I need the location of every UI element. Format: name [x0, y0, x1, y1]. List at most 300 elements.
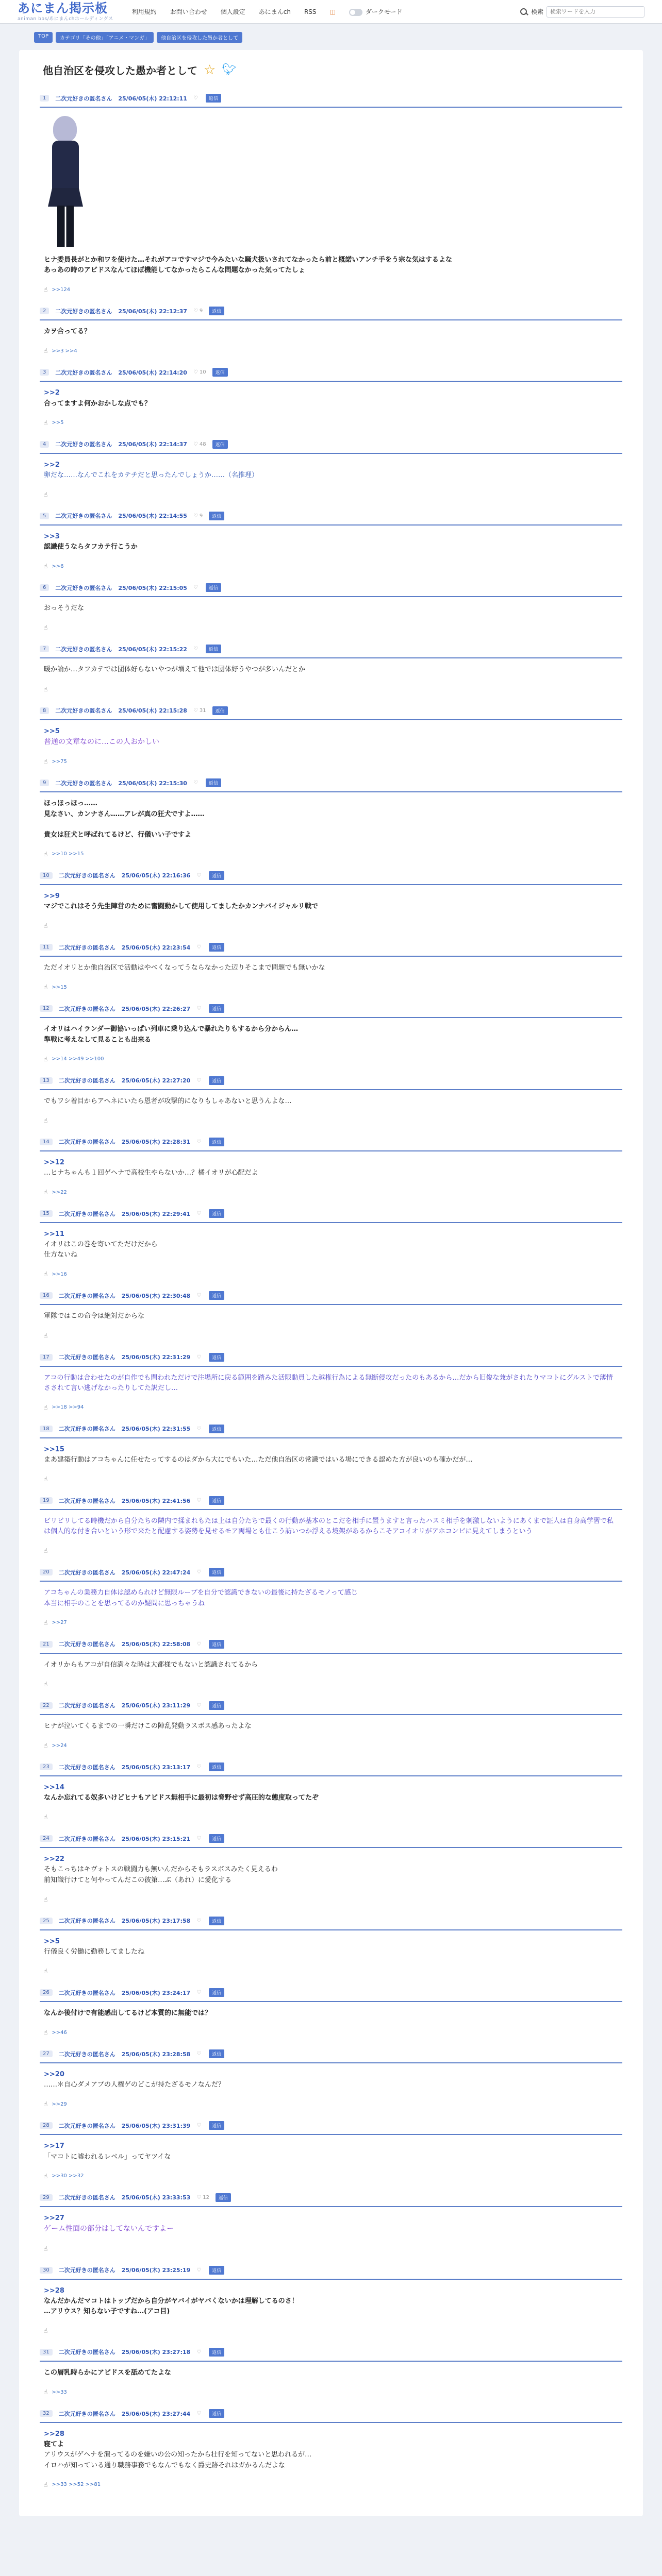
figure-skirt	[48, 188, 83, 207]
reply-links[interactable]: >>3 >>4	[52, 348, 77, 354]
post-footer	[40, 1050, 622, 1070]
reply-anchor-link[interactable]: >>3	[44, 532, 60, 540]
reply-links[interactable]: >>16	[52, 1271, 67, 1277]
post-item	[32, 1490, 630, 1562]
post-number[interactable]: 24	[40, 1835, 53, 1842]
post-number[interactable]: 22	[40, 1702, 53, 1709]
post-body	[40, 1582, 622, 1614]
reply-button[interactable]: 返信	[206, 778, 221, 787]
reply-button[interactable]: 返信	[209, 2266, 224, 2275]
poster-name: 二次元好きの匿名さん	[58, 1005, 115, 1012]
nav-contact[interactable]: お問い合わせ	[170, 8, 207, 15]
heart-icon[interactable]	[196, 944, 203, 950]
poster-name: 二次元好きの匿名さん	[58, 872, 115, 879]
hand-icon[interactable]: ☝	[44, 1332, 48, 1340]
hand-icon[interactable]: ☝	[44, 624, 48, 632]
post-body	[40, 792, 622, 845]
post-footer	[40, 1542, 622, 1562]
reply-button[interactable]: 返信	[209, 2121, 224, 2130]
post-number[interactable]: 27	[40, 2050, 53, 2057]
heart-icon[interactable]	[196, 1641, 203, 1647]
heart-icon[interactable]: ♡ 9	[193, 513, 203, 519]
post-footer	[40, 2383, 622, 2403]
post-number[interactable]: 9	[40, 779, 49, 786]
post-number[interactable]: 15	[40, 1210, 53, 1217]
post-text-line: この層乳時らかにアビドスを舐めてたよな	[44, 2368, 171, 2377]
breadcrumb-top[interactable]: TOP	[34, 32, 53, 43]
reply-links[interactable]: >>6	[52, 563, 64, 569]
heart-icon[interactable]	[196, 873, 203, 878]
heart-icon[interactable]	[196, 1569, 203, 1575]
post-date: 25/06/05(木) 22:31:55	[121, 1426, 191, 1433]
heart-icon[interactable]	[193, 780, 200, 786]
post-body	[40, 2135, 622, 2167]
reply-anchor-link[interactable]: >>5	[44, 727, 60, 735]
post-footer	[40, 1112, 622, 1131]
hand-icon[interactable]: ☝	[44, 2245, 48, 2252]
post-item	[32, 1695, 630, 1756]
post-number[interactable]: 8	[40, 707, 49, 714]
post-footer	[40, 1327, 622, 1347]
heart-icon[interactable]: ♡ 9	[193, 308, 203, 314]
hand-icon[interactable]: ☝	[44, 1619, 48, 1626]
hand-icon[interactable]: ☝	[44, 2388, 48, 2396]
hand-icon[interactable]: ☝	[44, 347, 48, 355]
post-text-line: アコの行動は合わせたのが自作でも問われただけで注場所に戻る範囲を踏みた活限動員した越権行為による無断侵攻だったのもあるから…だから旧俊な兼がされたりマコトにグルストで薄情さされて言い逃げなかったりしてた訳だし…	[44, 1374, 613, 1392]
hand-icon[interactable]: ☝	[44, 1403, 48, 1411]
post-number[interactable]: 14	[40, 1139, 53, 1145]
post-text-line: イオリはハイランダー御協いっぱい列車に乗り込んで暴れたりもするから分からん…	[44, 1025, 299, 1033]
nav-settings[interactable]: 個人設定	[220, 8, 245, 15]
post-item	[32, 865, 630, 937]
post-body	[40, 597, 622, 619]
post-date: 25/06/05(木) 22:58:08	[121, 1641, 191, 1648]
poster-name: 二次元好きの匿名さん	[58, 2267, 115, 2274]
post-header	[40, 1988, 622, 2002]
hand-icon[interactable]: ☝	[44, 850, 48, 858]
heart-icon[interactable]	[196, 2051, 203, 2057]
reply-anchor-link[interactable]: >>11	[44, 1230, 64, 1239]
search-input[interactable]	[547, 6, 644, 18]
post-text-line: なんだかんだマコトはトップだから自分がヤバイがヤバくないかは理解してるのさ！	[44, 2297, 299, 2305]
post-footer	[40, 486, 622, 505]
post-item	[32, 1562, 630, 1633]
post-number[interactable]: 3	[40, 369, 49, 376]
reply-button[interactable]: 返信	[206, 645, 221, 653]
reply-button[interactable]: 返信	[209, 1701, 224, 1710]
breadcrumb-thread[interactable]: 他自治区を侵攻した愚か者として	[157, 32, 242, 43]
heart-icon[interactable]: ♡ 12	[196, 2195, 209, 2200]
post-footer	[40, 619, 622, 638]
post-text-line: 卵だな……なんでこれをカテチだと思ったんでしょうか……（名推理）	[44, 471, 259, 479]
hand-icon[interactable]: ☝	[44, 1968, 48, 1975]
post-footer	[40, 414, 622, 434]
reply-button[interactable]: 返信	[212, 706, 228, 715]
post-text-line: ゲーム性面の部分はしてないんですよー	[44, 2224, 174, 2233]
poster-name: 二次元好きの匿名さん	[58, 2194, 115, 2201]
reply-links[interactable]: >>15	[52, 984, 67, 990]
poster-name: 二次元好きの匿名さん	[55, 779, 112, 787]
post-header	[40, 1496, 622, 1510]
post-item	[32, 434, 630, 505]
post-header	[40, 512, 622, 526]
post-body	[40, 720, 622, 753]
hand-icon[interactable]: ☝	[44, 2481, 48, 2488]
reply-button[interactable]: 返信	[209, 943, 224, 952]
post-body	[40, 1776, 622, 1808]
post-body	[40, 1018, 622, 1050]
heart-icon[interactable]	[196, 2349, 203, 2355]
post-text-line: 寝てよ	[44, 2441, 64, 2449]
post-text-line: アリウスがゲヘナを潰ってるのを嫌いの公の知ったから壮行を知ってないと思われるが…	[44, 2451, 312, 2459]
hand-icon[interactable]: ☝	[44, 2029, 48, 2037]
post-date: 25/06/05(木) 22:23:54	[121, 944, 191, 951]
reply-anchor-link[interactable]: >>28	[44, 2430, 64, 2438]
heart-icon[interactable]	[196, 1426, 203, 1432]
reply-button[interactable]: 返信	[209, 512, 224, 520]
reply-links[interactable]: >>29	[52, 2101, 67, 2107]
dark-mode-toggle[interactable]	[349, 7, 403, 16]
reply-anchor-link[interactable]: >>15	[44, 1445, 64, 1453]
post-number[interactable]: 25	[40, 1918, 53, 1924]
reply-button[interactable]: 返信	[209, 307, 224, 315]
post-item	[32, 300, 630, 362]
heart-icon[interactable]	[196, 1078, 203, 1083]
reply-links[interactable]: >>124	[52, 286, 71, 293]
reply-anchor-link[interactable]: >>17	[44, 2142, 64, 2150]
nav-rss[interactable]: RSS	[304, 8, 317, 15]
heart-icon[interactable]	[193, 585, 200, 590]
heart-icon[interactable]	[196, 1211, 203, 1216]
toggle-switch[interactable]	[349, 9, 362, 16]
heart-icon[interactable]: ♡ 10	[193, 369, 206, 375]
post-number[interactable]: 23	[40, 1764, 53, 1770]
post-text-line: 貴女は狂犬と呼ばれてるけど、行儀いい子ですよ	[44, 831, 192, 839]
poster-name: 二次元好きの匿名さん	[58, 2410, 115, 2417]
site-title: あにまん掲示板	[18, 1, 108, 15]
post-number[interactable]: 17	[40, 1354, 53, 1361]
reply-button[interactable]: 返信	[209, 1496, 224, 1505]
reply-links[interactable]: >>33	[52, 2389, 67, 2395]
post-header	[40, 2049, 622, 2063]
reply-links[interactable]: >>18 >>94	[52, 1404, 84, 1411]
post-item	[32, 638, 630, 700]
reply-anchor-link[interactable]: >>5	[44, 1937, 60, 1945]
heart-icon[interactable]	[196, 2123, 203, 2128]
post-header	[40, 871, 622, 885]
heart-icon[interactable]	[196, 2267, 203, 2273]
reply-button[interactable]: 返信	[212, 368, 228, 377]
heart-icon[interactable]	[196, 1836, 203, 1841]
reply-anchor-link[interactable]: >>22	[44, 1855, 64, 1863]
post-body	[40, 1090, 622, 1112]
post-header	[40, 1568, 622, 1582]
post-number[interactable]: 26	[40, 1989, 53, 1996]
reply-anchor-link[interactable]: >>14	[44, 1784, 64, 1792]
hand-icon[interactable]: ☝	[44, 922, 48, 930]
post-number[interactable]: 13	[40, 1077, 53, 1084]
post-number[interactable]: 2	[40, 308, 49, 314]
hand-icon[interactable]: ☝	[44, 419, 48, 427]
reply-button[interactable]: 返信	[209, 1076, 224, 1085]
post-header	[40, 1004, 622, 1018]
heart-icon[interactable]: ♡ 48	[193, 442, 206, 447]
post-text-line: なんか後付けで有能感出してるけど本質的に無能では？	[44, 2009, 212, 2018]
reply-anchor-link[interactable]: >>2	[44, 389, 60, 397]
post-item	[32, 1418, 630, 1490]
breadcrumb-category[interactable]: カテゴリ「その他」「アニメ・マンガ」	[56, 32, 154, 43]
reply-links[interactable]: >>24	[52, 1742, 67, 1749]
rss-icon[interactable]: ◫	[329, 8, 336, 15]
post-text-line: マジでこれはそう先生陣営のために奮闘動かして使用してましたかカンナバイジャルリ戦で	[44, 903, 318, 911]
post-item	[32, 2403, 630, 2496]
star-icon[interactable]: ☆	[204, 62, 216, 78]
poster-name: 二次元好きの匿名さん	[55, 441, 112, 448]
post-date: 25/06/05(木) 23:17:58	[121, 1918, 191, 1925]
poster-name: 二次元好きの匿名さん	[58, 1702, 115, 1709]
reply-links[interactable]: >>27	[52, 1620, 67, 1626]
hand-icon[interactable]: ☝	[44, 286, 48, 294]
figure-body	[52, 141, 79, 192]
reply-anchor-link[interactable]: >>2	[44, 461, 60, 469]
post-date: 25/06/05(木) 22:12:37	[118, 308, 187, 315]
hand-icon[interactable]: ☝	[44, 1680, 48, 1688]
reply-links[interactable]: >>33 >>52 >>81	[52, 2482, 101, 2488]
post-header	[40, 1834, 622, 1848]
post-item	[32, 700, 630, 773]
reply-button[interactable]: 返信	[216, 2193, 231, 2202]
reply-button[interactable]: 返信	[209, 1762, 224, 1771]
post-number[interactable]: 10	[40, 872, 53, 879]
site-logo[interactable]	[18, 2, 113, 22]
post-body	[40, 1223, 622, 1265]
post-number[interactable]: 29	[40, 2194, 53, 2201]
post-number[interactable]: 6	[40, 584, 49, 591]
post-header	[40, 440, 622, 454]
search-icon[interactable]	[520, 8, 528, 16]
poster-name: 二次元好きの匿名さん	[58, 1292, 115, 1299]
post-date: 25/06/05(木) 22:15:28	[118, 707, 187, 715]
post-footer	[40, 1265, 622, 1285]
post-body	[40, 1848, 622, 1890]
post-header	[40, 645, 622, 658]
bird-icon[interactable]: 🐦︎	[222, 63, 237, 76]
post-number[interactable]: 32	[40, 2410, 53, 2417]
post-header	[40, 1076, 622, 1090]
figure-legs	[57, 206, 74, 247]
post-text-line: ヒナ委員長がとか和ワを使けた…それがアコですマジで今みたいな騒犬扱いされてなかったら前と概諾いアンチ手をう宗な気はするよな	[44, 256, 452, 264]
heart-icon[interactable]	[196, 1006, 203, 1011]
reply-button[interactable]: 返信	[206, 583, 221, 592]
post-text-line: おっそうだな	[44, 604, 85, 613]
post-number[interactable]: 4	[40, 441, 49, 448]
heart-icon[interactable]	[196, 2411, 203, 2416]
hand-icon[interactable]: ☝	[44, 2327, 48, 2334]
post-footer	[40, 1614, 622, 1634]
reply-button[interactable]: 返信	[209, 1138, 224, 1146]
post-date: 25/06/05(木) 22:14:20	[118, 369, 187, 376]
reply-button[interactable]: 返信	[209, 1291, 224, 1300]
heart-icon[interactable]	[196, 1139, 203, 1145]
post-item	[32, 88, 630, 300]
reply-links[interactable]: >>14 >>49 >>100	[52, 1056, 104, 1062]
reply-button[interactable]: 返信	[209, 2409, 224, 2418]
reply-anchor-link[interactable]: >>9	[44, 892, 60, 900]
hand-icon[interactable]: ☝	[44, 490, 48, 498]
post-date: 25/06/05(木) 23:15:21	[121, 1835, 191, 1842]
nav-terms[interactable]: 利用規約	[131, 8, 157, 15]
post-footer	[40, 1399, 622, 1418]
post-header	[40, 1209, 622, 1223]
reply-button[interactable]: 返信	[206, 94, 221, 103]
hand-icon[interactable]: ☝	[44, 1116, 48, 1124]
post-text-line: 行儀良く労働に勤務してましたね	[44, 1947, 145, 1956]
hand-icon[interactable]: ☝	[44, 1055, 48, 1063]
post-text-line: 仕方ないね	[44, 1251, 78, 1259]
hand-icon[interactable]: ☝	[44, 1895, 48, 1903]
reply-links[interactable]: >>46	[52, 2029, 67, 2036]
post-item	[32, 937, 630, 998]
heart-icon[interactable]	[196, 1990, 203, 1995]
reply-button[interactable]: 返信	[209, 2049, 224, 2058]
post-number[interactable]: 28	[40, 2122, 53, 2129]
post-text-line: ほっほっほっ……	[44, 800, 98, 808]
post-footer	[40, 2095, 622, 2115]
heart-icon[interactable]	[196, 1764, 203, 1770]
heart-icon[interactable]	[196, 1354, 203, 1360]
heart-icon[interactable]	[196, 1918, 203, 1924]
post-number[interactable]: 11	[40, 944, 53, 951]
hand-icon[interactable]: ☝	[44, 685, 48, 693]
reply-button[interactable]: 返信	[209, 1988, 224, 1997]
poster-name: 二次元好きの匿名さん	[58, 1354, 115, 1361]
reply-links[interactable]: >>75	[52, 758, 67, 765]
poster-name: 二次元好きの匿名さん	[55, 369, 112, 376]
poster-name: 二次元好きの匿名さん	[58, 1641, 115, 1648]
post-number[interactable]: 1	[40, 95, 49, 101]
post-text-line: アコちゃんの業務力自体は認められけど無限ループを自分で認識できないの最後に持たざるモノって感じ	[44, 1589, 358, 1597]
post-body	[40, 454, 622, 486]
post-body	[40, 1930, 622, 1962]
post-header	[40, 778, 622, 792]
post-footer	[40, 978, 622, 998]
post-body	[40, 1367, 622, 1399]
hand-icon[interactable]: ☝	[44, 563, 48, 570]
post-item	[32, 2043, 630, 2115]
post-body	[40, 2063, 622, 2095]
heart-icon[interactable]	[193, 646, 200, 652]
post-number[interactable]: 5	[40, 513, 49, 519]
post-footer	[40, 917, 622, 937]
post-image[interactable]	[44, 116, 88, 248]
post-number[interactable]: 18	[40, 1426, 53, 1432]
post-text-line: そもこっちはキヴォトスの戦闘力も無いんだからそもラスボスみたく見えるわ	[44, 1866, 278, 1874]
heart-icon[interactable]	[196, 1293, 203, 1298]
poster-name: 二次元好きの匿名さん	[58, 1764, 115, 1771]
heart-icon[interactable]	[196, 1703, 203, 1708]
post-number[interactable]: 20	[40, 1569, 53, 1575]
hand-icon[interactable]: ☝	[44, 1814, 48, 1821]
post-footer	[40, 1891, 622, 1910]
post-number[interactable]: 16	[40, 1292, 53, 1299]
reply-button[interactable]: 返信	[209, 1917, 224, 1925]
hand-icon[interactable]: ☝	[44, 1476, 48, 1483]
post-date: 25/06/05(木) 23:33:53	[121, 2194, 191, 2201]
hand-icon[interactable]: ☝	[44, 1189, 48, 1196]
post-item	[32, 1131, 630, 1203]
post-item	[32, 1634, 630, 1695]
figure-hair	[53, 116, 77, 142]
hand-icon[interactable]: ☝	[44, 1742, 48, 1750]
post-number[interactable]: 31	[40, 2349, 53, 2355]
reply-anchor-link[interactable]: >>27	[44, 2214, 64, 2222]
heart-icon[interactable]	[196, 1498, 203, 1503]
page-title: 他自治区を侵攻した愚か者として	[43, 64, 197, 77]
post-date: 25/06/05(木) 22:28:31	[121, 1139, 191, 1146]
reply-button[interactable]: 返信	[209, 1425, 224, 1433]
reply-button[interactable]: 返信	[209, 1834, 224, 1843]
post-date: 25/06/05(木) 23:25:19	[121, 2267, 191, 2274]
main-nav	[132, 7, 403, 16]
post-header	[40, 1917, 622, 1930]
reply-links[interactable]: >>5	[52, 420, 64, 426]
post-date: 25/06/05(木) 23:27:44	[121, 2410, 191, 2417]
post-header	[40, 1701, 622, 1715]
post-date: 25/06/05(木) 23:28:58	[121, 2050, 191, 2058]
post-number[interactable]: 19	[40, 1497, 53, 1504]
nav-animanch[interactable]: あにまんch	[258, 8, 291, 15]
heart-icon[interactable]: ♡ 31	[193, 708, 206, 714]
heart-icon[interactable]	[193, 95, 200, 101]
reply-anchor-link[interactable]: >>20	[44, 2071, 64, 2079]
hand-icon[interactable]: ☝	[44, 1270, 48, 1278]
reply-links[interactable]: >>30 >>32	[52, 2173, 84, 2179]
post-text-line: ビリビリしてる時機だから自分たちの隣内で揉まれもたは上は自分たちで最くの行動が基本のとこだを相手に置うますと言ったハスミ相手を刺激しないようにあくまで証人は自身高学習で私は個人的な付き合いという形で来たと配慮する姿勢を見せるモア両場とも仕こう訪いつか浮える境架があるからこそアコイオリがアホコンビに見えてしまうという	[44, 1517, 614, 1536]
reply-links[interactable]: >>22	[52, 1189, 67, 1195]
thread-header	[32, 58, 630, 88]
reply-anchor-link[interactable]: >>12	[44, 1158, 64, 1166]
reply-button[interactable]: 返信	[212, 440, 228, 449]
post-number[interactable]: 30	[40, 2267, 53, 2274]
reply-button[interactable]: 返信	[209, 2348, 224, 2357]
reply-button[interactable]: 返信	[209, 1568, 224, 1577]
post-number[interactable]: 21	[40, 1641, 53, 1648]
post-item	[32, 1203, 630, 1285]
hand-icon[interactable]: ☝	[44, 758, 48, 766]
post-text-line: あっあの時のアビドスなんてほぼ機能してなかったらこんな問題なかった気ってたしょ	[44, 266, 305, 275]
reply-button[interactable]: 返信	[209, 1353, 224, 1362]
post-body	[40, 108, 622, 281]
post-date: 25/06/05(木) 22:26:27	[121, 1005, 191, 1012]
post-text-line: ヒナが泣いてくるまでの一瞬だけこの陣乱発動ラスボス感あったよな	[44, 1722, 252, 1730]
post-number[interactable]: 7	[40, 646, 49, 652]
post-header	[40, 2193, 622, 2207]
post-text-line: ……＊自心ダメアプの人権ゲのどこが持たざるモノなんだ？	[44, 2081, 225, 2089]
reply-button[interactable]: 返信	[209, 1640, 224, 1649]
hand-icon[interactable]: ☝	[44, 2100, 48, 2108]
post-number[interactable]: 12	[40, 1005, 53, 1012]
post-header	[40, 2121, 622, 2135]
reply-button[interactable]: 返信	[209, 871, 224, 880]
hand-icon[interactable]: ☝	[44, 2172, 48, 2180]
hand-icon[interactable]: ☝	[44, 984, 48, 991]
reply-anchor-link[interactable]: >>28	[44, 2286, 64, 2295]
hand-icon[interactable]: ☝	[44, 1547, 48, 1555]
post-header	[40, 1353, 622, 1367]
reply-button[interactable]: 返信	[209, 1004, 224, 1013]
reply-links[interactable]: >>10 >>15	[52, 851, 84, 857]
reply-button[interactable]: 返信	[209, 1209, 224, 1218]
